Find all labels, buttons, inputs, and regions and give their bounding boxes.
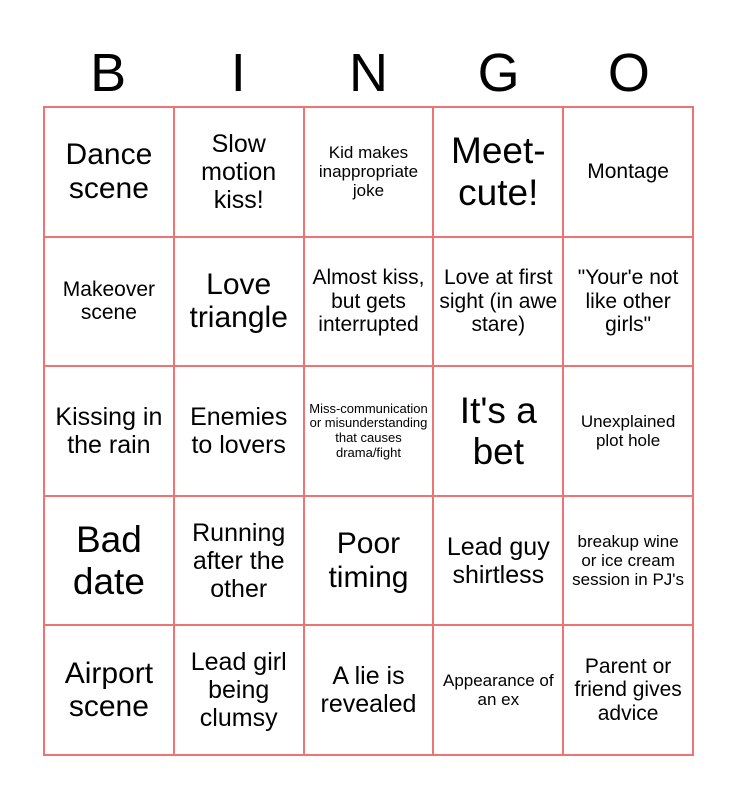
bingo-cell[interactable] — [304, 625, 434, 755]
bingo-cell[interactable] — [433, 625, 563, 755]
bingo-cell[interactable] — [563, 625, 693, 755]
cell-text: Montage — [587, 160, 669, 184]
bingo-cell[interactable] — [563, 237, 693, 367]
cell-text: breakup wine or ice cream session in PJ's — [572, 532, 685, 590]
bingo-cell[interactable] — [174, 625, 304, 755]
header-letter-b: B — [90, 43, 127, 103]
cell-text: Unexplained plot hole — [580, 411, 676, 450]
bingo-cell[interactable] — [174, 237, 304, 367]
cell-text: Love triangle — [189, 267, 288, 335]
cell-text: Running after the other — [192, 518, 286, 603]
header-letter-n: N — [348, 43, 388, 103]
cell-text: Meet-cute! — [451, 130, 546, 213]
cell-text: Almost kiss, but gets interrupted — [312, 266, 425, 337]
cell-text: Love at first sight (in awe stare) — [439, 266, 558, 337]
bingo-header — [43, 40, 694, 106]
bingo-cell[interactable] — [44, 625, 174, 755]
bingo-cell[interactable] — [44, 237, 174, 367]
bingo-grid — [43, 106, 694, 756]
cell-text: It's a bet — [459, 389, 537, 472]
cell-text: "Your'e not like other girls" — [577, 266, 679, 337]
bingo-cell[interactable] — [433, 366, 563, 496]
bingo-cell[interactable] — [304, 237, 434, 367]
cell-text: Makeover scene — [62, 277, 155, 325]
bingo-cell[interactable] — [433, 107, 563, 237]
cell-text: Miss-communication or misunderstanding that causes drama/fight — [309, 400, 428, 460]
bingo-cell[interactable] — [304, 107, 434, 237]
cell-text: Poor timing — [328, 527, 409, 594]
bingo-cell[interactable] — [174, 496, 304, 626]
cell-text: Appearance of an ex — [442, 671, 554, 710]
cell-text: Enemies to lovers — [190, 402, 288, 459]
bingo-cell[interactable] — [563, 107, 693, 237]
cell-text: Bad date — [72, 519, 145, 602]
cell-text: Lead guy shirtless — [446, 532, 550, 589]
cell-text: Kissing in the rain — [55, 402, 163, 459]
cell-text: Parent or friend gives advice — [574, 654, 682, 725]
cell-text: Lead girl being clumsy — [190, 648, 287, 733]
header-letter-g: G — [477, 43, 520, 103]
bingo-cell[interactable] — [304, 366, 434, 496]
cell-text: Slow motion kiss! — [201, 129, 277, 214]
bingo-cell[interactable] — [563, 496, 693, 626]
cell-text: A lie is revealed — [320, 662, 417, 719]
header-letter-o: O — [607, 43, 650, 103]
bingo-cell[interactable] — [433, 496, 563, 626]
bingo-cell[interactable] — [44, 107, 174, 237]
bingo-cell[interactable] — [174, 366, 304, 496]
bingo-cell[interactable] — [304, 496, 434, 626]
cell-text: Airport scene — [64, 656, 154, 724]
bingo-cell[interactable] — [44, 366, 174, 496]
cell-text: Kid makes inappropriate joke — [318, 143, 419, 201]
bingo-cell[interactable] — [563, 366, 693, 496]
bingo-cell[interactable] — [433, 237, 563, 367]
header-letter-i: I — [230, 43, 246, 103]
bingo-cell[interactable] — [174, 107, 304, 237]
bingo-cell[interactable] — [44, 496, 174, 626]
cell-text: Dance scene — [65, 138, 153, 205]
